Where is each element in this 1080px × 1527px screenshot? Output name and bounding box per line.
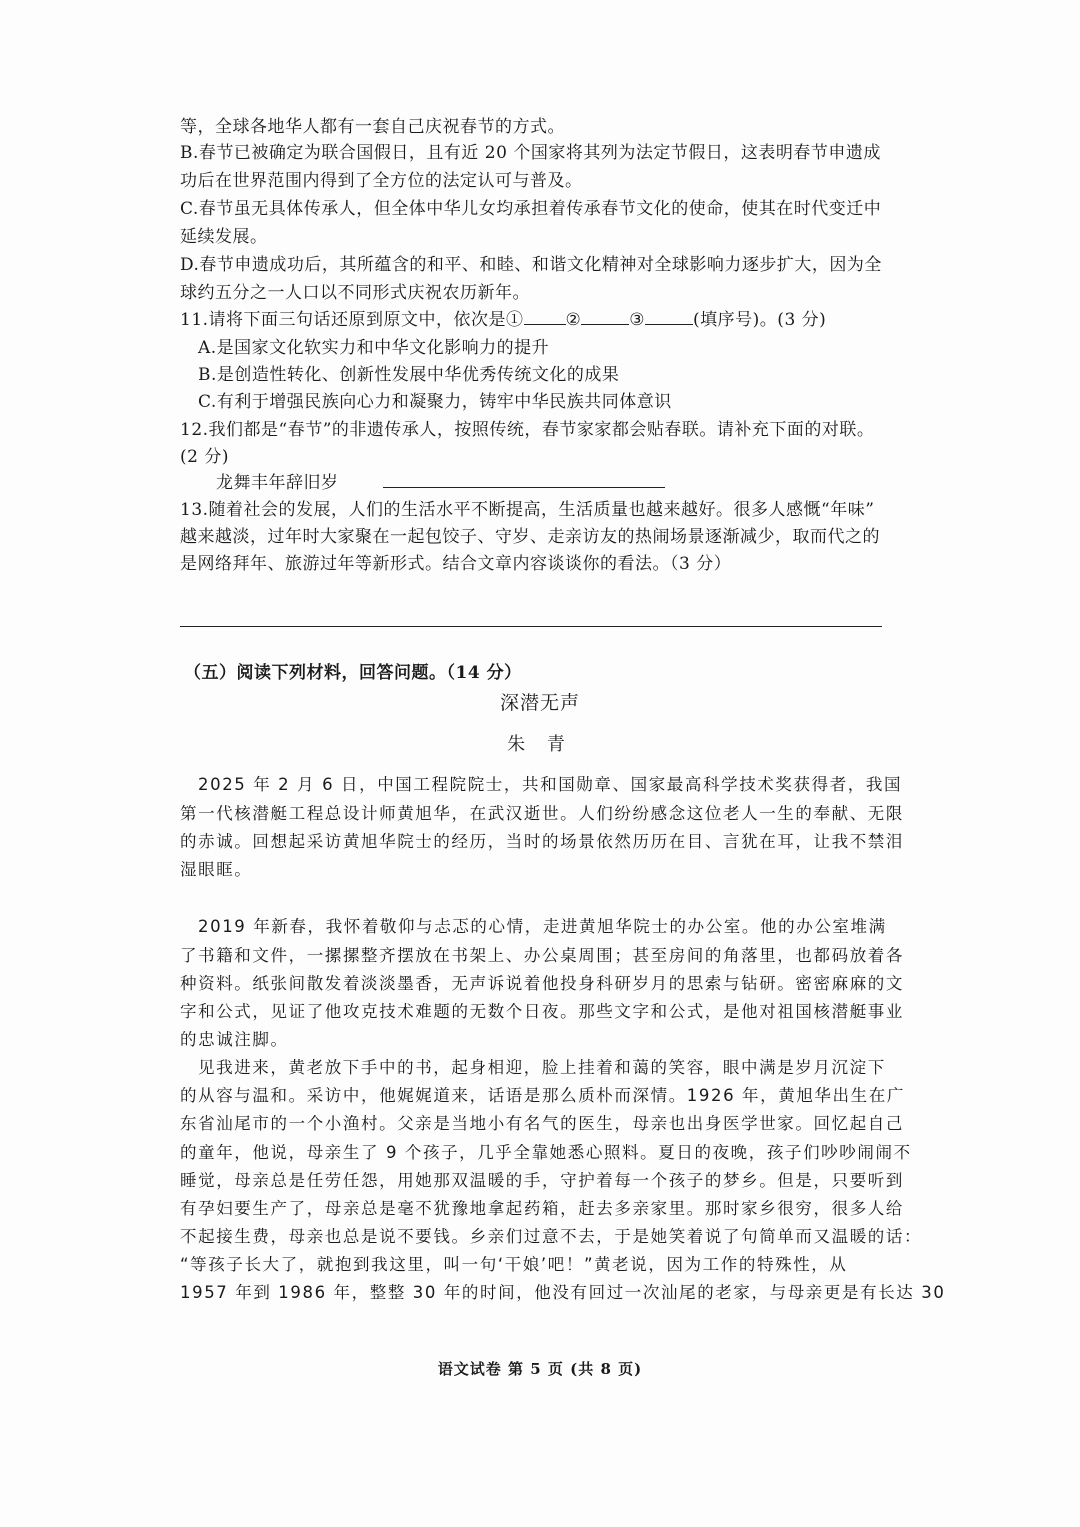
- q11-sentence-a: A.是国家文化软实力和中华文化影响力的提升: [198, 338, 550, 358]
- p3-line: 1957 年到 1986 年，整整 30 年的时间，他没有回过一次汕尾的老家，与母亲更是有长达 30: [180, 1283, 946, 1302]
- page-footer: 语文试卷 第 5 页 (共 8 页): [437, 1360, 643, 1378]
- p3-line: 东省汕尾市的一个小渔村。父亲是当地小有名气的医生，母亲也出身医学世家。回忆起自己: [180, 1114, 904, 1133]
- q11-marker-3: ③: [629, 310, 646, 330]
- p3-line: 见我进来，黄老放下手中的书，起身相迎，脸上挂着和蔼的笑容，眼中满是岁月沉淀下: [198, 1058, 886, 1077]
- question-13-line-2: 越来越淡，过年时大家聚在一起包饺子、守岁、走亲访友的热闹场景逐渐减少，取而代之的: [180, 527, 880, 547]
- q11-marker-2: ②: [565, 310, 582, 330]
- option-d-line-1: D.春节申遗成功后，其所蕴含的和平、和睦、和谐文化精神对全球影响力逐步扩大，因为全: [180, 255, 882, 275]
- p2-line: 的忠诚注脚。: [180, 1030, 289, 1049]
- p1-line: 2025 年 2 月 6 日，中国工程院院士，共和国勋章、国家最高科学技术奖获得者，我国: [198, 775, 903, 794]
- q11-blank-3[interactable]: [645, 308, 693, 325]
- p3-line: 睡觉，母亲总是任劳任怨，用她那双温暖的手，守护着每一个孩子的梦乡。但是，只要听到: [180, 1171, 904, 1190]
- option-d-line-2: 球约五分之一人口以不同形式庆祝农历新年。: [180, 283, 530, 303]
- p1-line: 湿眼眶。: [180, 860, 253, 879]
- question-13-line-3: 是网络拜年、旅游过年等新形式。结合文章内容谈谈你的看法。（3 分）: [180, 554, 732, 574]
- p3-line: “等孩子长大了，就抱到我这里，叫一句‘干娘’吧！”黄老说，因为工作的特殊性，从: [180, 1255, 848, 1274]
- option-a-continuation: 等，全球各地华人都有一套自己庆祝春节的方式。: [180, 117, 565, 137]
- option-b-line-2: 功后在世界范围内得到了全方位的法定认可与普及。: [180, 171, 583, 191]
- q11-blank-2[interactable]: [581, 308, 629, 325]
- p2-line: 字和公式，见证了他攻克技术难题的无数个日夜。那些文字和公式，是他对祖国核潜艇事业: [180, 1002, 904, 1021]
- p3-line: 的从容与温和。采访中，他娓娓道来，话语是那么质朴而深情。1926 年，黄旭华出生在广: [180, 1086, 905, 1105]
- question-12-stem: 12.我们都是“春节”的非遗传承人，按照传统，春节家家都会贴春联。请补充下面的对联。: [180, 420, 875, 440]
- q11-blank-1[interactable]: [524, 308, 566, 325]
- couplet-answer-blank[interactable]: [383, 471, 665, 488]
- answer-line[interactable]: [180, 626, 882, 627]
- question-13-line-1: 13.随着社会的发展，人们的生活水平不断提高，生活质量也越来越好。很多人感慨“年味”: [180, 500, 875, 520]
- p2-line: 了书籍和文件，一摞摞整齐摆放在书架上、办公桌周围；甚至房间的角落里，也都码放着各: [180, 946, 904, 965]
- question-12-score: (2 分): [180, 447, 229, 467]
- q11-stem-text: 11.请将下面三句话还原到原文中，依次是①: [180, 310, 524, 330]
- p3-line: 不起接生费，母亲也总是说不要钱。乡亲们过意不去，于是她笑着说了句简单而又温暖的话：: [180, 1227, 923, 1246]
- question-11-stem: [180, 307, 910, 333]
- option-c-line-1: C.春节虽无具体传承人，但全体中华儿女均承担着传承春节文化的使命，使其在时代变迁中: [180, 199, 882, 219]
- p3-line: 有孕妇要生产了，母亲总是毫不犹豫地拿起药箱，赶去多亲家里。那时家乡很穷，很多人给: [180, 1199, 904, 1218]
- q11-tail: (填序号)。(3 分): [693, 310, 827, 330]
- p2-line: 种资料。纸张间散发着淡淡墨香，无声诉说着他投身科研岁月的思索与钻研。密密麻麻的文: [180, 974, 904, 993]
- p2-line: 2019 年新春，我怀着敬仰与忐忑的心情，走进黄旭华院士的办公室。他的办公室堆满: [198, 917, 887, 936]
- couplet-line: [216, 470, 946, 496]
- p3-line: 的童年，他说，母亲生了 9 个孩子，几乎全靠她悉心照料。夏日的夜晚，孩子们吵吵闹闹不: [180, 1143, 912, 1162]
- article-title: 深潜无声: [499, 692, 580, 714]
- option-c-line-2: 延续发展。: [180, 227, 268, 247]
- couplet-upper: 龙舞丰年辞旧岁: [216, 473, 339, 493]
- option-b-line-1: B.春节已被确定为联合国假日，且有近 20 个国家将其列为法定节假日，这表明春节申遗成: [180, 143, 881, 163]
- p1-line: 的赤诚。回想起采访黄旭华院士的经历，当时的场景依然历历在目、言犹在耳，让我不禁泪: [180, 832, 904, 851]
- q11-sentence-b: B.是创造性转化、创新性发展中华优秀传统文化的成果: [198, 365, 620, 385]
- q11-sentence-c: C.有利于增强民族向心力和凝聚力，铸牢中华民族共同体意识: [198, 392, 672, 412]
- p1-line: 第一代核潜艇工程总设计师黄旭华，在武汉逝世。人们纷纷感念这位老人一生的奉献、无限: [180, 804, 904, 823]
- section-5-heading: （五）阅读下列材料，回答问题。（14 分）: [184, 663, 522, 683]
- article-author: 朱 青: [507, 734, 573, 755]
